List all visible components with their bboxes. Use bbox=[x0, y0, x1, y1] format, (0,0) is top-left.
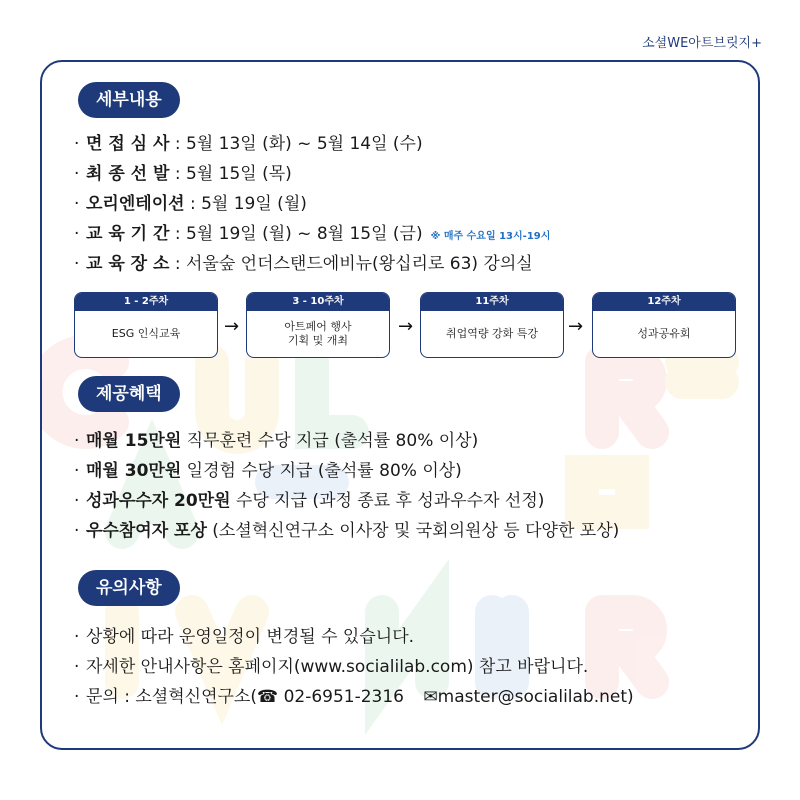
flow-step-week: 12주차 bbox=[593, 293, 735, 311]
details-item: · 교 육 장 소 : 서울숲 언더스탠드에비뉴(왕십리로 63) 강의실 bbox=[74, 254, 533, 274]
section-title-benefits: 제공혜택 bbox=[78, 376, 180, 412]
flow-step-desc: ESG 인식교육 bbox=[111, 327, 181, 340]
benefit-item: · 성과우수자 20만원 수당 지급 (과정 종료 후 성과우수자 선정) bbox=[74, 491, 545, 511]
mail-icon: ✉ bbox=[423, 687, 438, 707]
details-item: · 면 접 심 사 : 5월 13일 (화) ~ 5월 14일 (수) bbox=[74, 134, 423, 154]
process-flow bbox=[74, 292, 734, 362]
flow-step bbox=[246, 292, 390, 358]
details-list bbox=[74, 129, 550, 279]
arrow-right-icon: → bbox=[568, 316, 584, 337]
contact-item: · 문의 : 소셜혁신연구소(☎ 02-6951-2316 ✉master@socialilab.net) bbox=[74, 687, 634, 707]
flow-step bbox=[592, 292, 736, 358]
details-item: · 교 육 기 간 : 5월 19일 (월) ~ 8월 15일 (금) ※ 매주 수요일 13시-19시 bbox=[74, 224, 551, 244]
benefits-list bbox=[74, 426, 619, 546]
brand-label: 소셜WE아트브릿지+ bbox=[642, 36, 762, 51]
benefit-item: · 매월 15만원 직무훈련 수당 지급 (출석률 80% 이상) bbox=[74, 431, 479, 451]
schedule-note: ※ 매주 수요일 13시-19시 bbox=[430, 231, 551, 242]
flow-step-week: 11주차 bbox=[421, 293, 563, 311]
info-card bbox=[40, 60, 760, 750]
flow-step bbox=[420, 292, 564, 358]
contact-phone: 02-6951-2316 bbox=[283, 687, 404, 707]
section-title-details: 세부내용 bbox=[78, 82, 180, 118]
benefit-item: · 매월 30만원 일경험 수당 지급 (출석률 80% 이상) bbox=[74, 461, 462, 481]
section-title-notes: 유의사항 bbox=[78, 570, 180, 606]
phone-icon: ☎ bbox=[256, 687, 279, 707]
notes-list bbox=[74, 622, 634, 712]
flow-step-desc: 취업역량 강화 특강 bbox=[445, 327, 538, 340]
note-item: · 상황에 따라 운영일정이 변경될 수 있습니다. bbox=[74, 627, 415, 647]
details-item: · 최 종 선 발 : 5월 15일 (목) bbox=[74, 164, 292, 184]
flow-step bbox=[74, 292, 218, 358]
flow-step-desc: 아트페어 행사 기획 및 개최 bbox=[284, 320, 352, 347]
details-item: · 오리엔테이션 : 5월 19일 (월) bbox=[74, 194, 307, 214]
benefit-item: · 우수참여자 포상 (소셜혁신연구소 이사장 및 국회의원상 등 다양한 포상) bbox=[74, 521, 620, 541]
contact-prefix: 문의 : 소셜혁신연구소( bbox=[86, 687, 257, 707]
arrow-right-icon: → bbox=[398, 316, 414, 337]
note-item: · 자세한 안내사항은 홈페이지(www.socialilab.com) 참고 바랍니다. bbox=[74, 657, 589, 677]
contact-email: master@socialilab.net) bbox=[437, 687, 634, 707]
flow-step-desc: 성과공유회 bbox=[637, 327, 691, 340]
flow-step-week: 1 - 2주차 bbox=[75, 293, 217, 311]
arrow-right-icon: → bbox=[224, 316, 240, 337]
flow-step-week: 3 - 10주차 bbox=[247, 293, 389, 311]
